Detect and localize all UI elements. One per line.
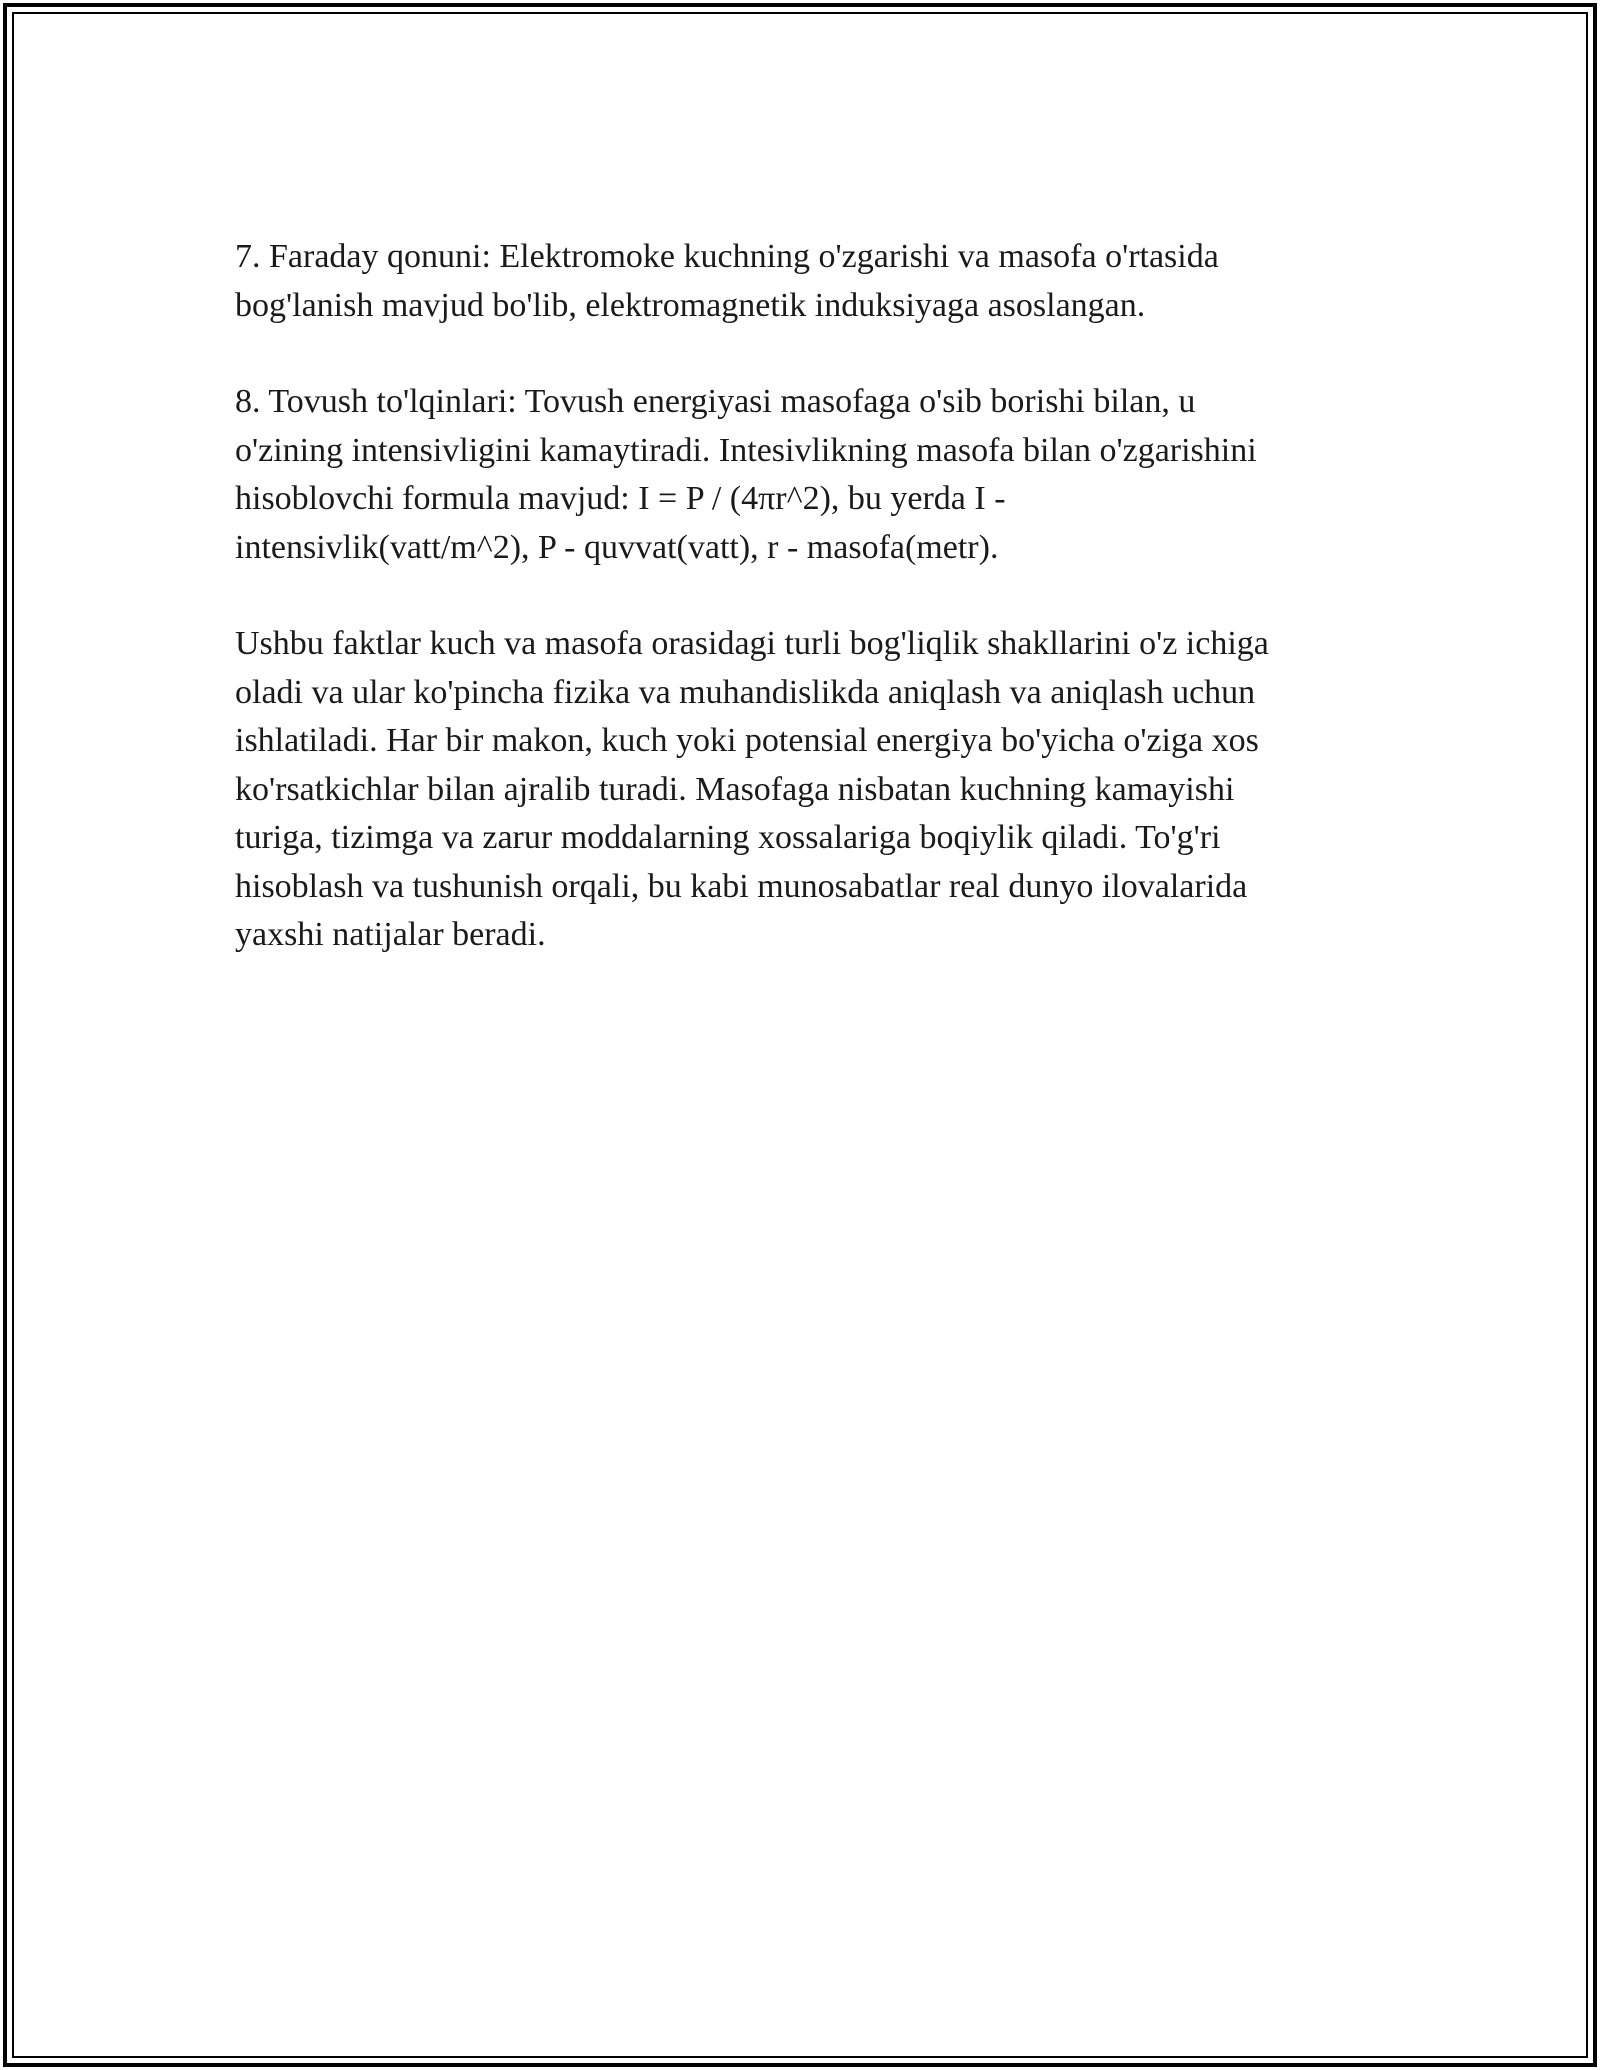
text-line: ko'rsatkichlar bilan ajralib turadi. Masofaga nisbatan kuchning kamayishi bbox=[235, 770, 1235, 808]
paragraph-faraday-law bbox=[235, 233, 1375, 330]
text-line: yaxshi natijalar beradi. bbox=[235, 916, 546, 953]
paragraph-sound-waves bbox=[235, 378, 1375, 572]
text-line: hisoblash va tushunish orqali, bu kabi munosabatlar real dunyo ilovalarida bbox=[235, 867, 1248, 905]
text-line: 7. Faraday qonuni: Elektromoke kuchning o'zgarishi va masofa o'rtasida bbox=[235, 238, 1219, 275]
text-line: o'zining intensivligini kamaytiradi. Intesivlikning masofa bilan o'zgarishini bbox=[235, 431, 1257, 469]
text-line: bog'lanish mavjud bo'lib, elektromagnetik induksiyaga asoslangan. bbox=[235, 286, 1146, 324]
text-line: turiga, tizimga va zarur moddalarning xossalariga boqiylik qiladi. To'g'ri bbox=[235, 819, 1221, 856]
text-line: ishlatiladi. Har bir makon, kuch yoki potensial energiya bo'yicha o'ziga xos bbox=[235, 722, 1259, 759]
text-line: oladi va ular ko'pincha fizika va muhandislikda aniqlash va aniqlash uchun bbox=[235, 673, 1256, 711]
text-line: hisoblovchi formula mavjud: I = P / (4πr^2), bu yerda I - bbox=[235, 480, 1006, 517]
text-line: Ushbu faktlar kuch va masofa orasidagi turli bog'liqlik shakllarini o'z ichiga bbox=[235, 625, 1269, 662]
paragraph-conclusion bbox=[235, 620, 1375, 960]
text-line: intensivlik(vatt/m^2), P - quvvat(vatt), r - masofa(metr). bbox=[235, 528, 999, 566]
document-body bbox=[235, 233, 1375, 1008]
text-line: 8. Tovush to'lqinlari: Tovush energiyasi masofaga o'sib borishi bilan, u bbox=[235, 383, 1196, 420]
